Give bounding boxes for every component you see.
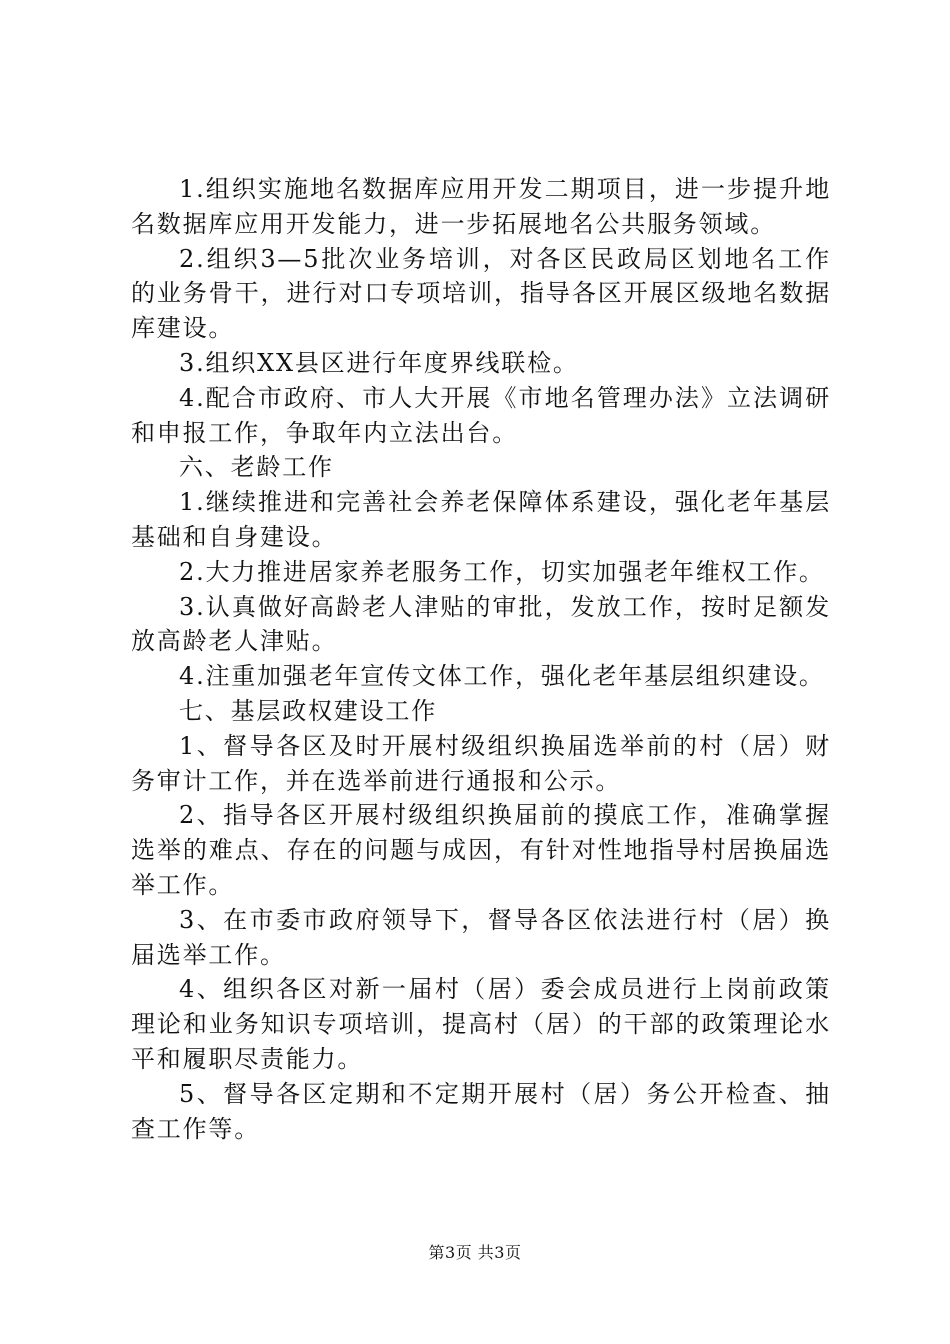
paragraph-grassroots-3: 3、在市委市政府领导下，督导各区依法进行村（居）换届选举工作。 <box>131 905 831 969</box>
paragraph-place-name-1: 1.组织实施地名数据库应用开发二期项目，进一步提升地名数据库应用开发能力，进一步拓展地名公共服务领域。 <box>131 175 831 238</box>
paragraph-elderly-2: 2.大力推进居家养老服务工作，切实加强老年维权工作。 <box>179 557 825 586</box>
paragraph-elderly-1: 1.继续推进和完善社会养老保障体系建设，强化老年基层基础和自身建设。 <box>131 488 831 551</box>
paragraph-elderly-3: 3.认真做好高龄老人津贴的审批，发放工作，按时足额发放高龄老人津贴。 <box>131 592 831 656</box>
section-heading-grassroots: 七、基层政权建设工作 <box>179 696 437 725</box>
section-heading-elderly: 六、老龄工作 <box>179 453 334 482</box>
paragraph-place-name-2: 2.组织3—5批次业务培训，对各区民政局区划地名工作的业务骨干，进行对口专项培训，指导各区开展区级地名数据库建设。 <box>131 244 831 343</box>
paragraph-elderly-4: 4.注重加强老年宣传文体工作，强化老年基层组织建设。 <box>179 662 825 691</box>
paragraph-place-name-4: 4.配合市政府、市人大开展《市地名管理办法》立法调研和申报工作，争取年内立法出台。 <box>131 383 831 447</box>
paragraph-grassroots-5: 5、督导各区定期和不定期开展村（居）务公开检查、抽查工作等。 <box>131 1079 831 1143</box>
paragraph-grassroots-2: 2、指导各区开展村级组织换届前的摸底工作，准确掌握选举的难点、存在的问题与成因，有针对性地指导村居换届选举工作。 <box>131 801 831 899</box>
paragraph-grassroots-4: 4、组织各区对新一届村（居）委会成员进行上岗前政策理论和业务知识专项培训，提高村（居）的干部的政策理论水平和履职尽责能力。 <box>131 975 831 1073</box>
paragraph-grassroots-1: 1、督导各区及时开展村级组织换届选举前的村（居）财务审计工作，并在选举前进行通报和公示。 <box>131 731 831 795</box>
page-footer: 第3页 共3页 <box>428 1243 522 1262</box>
paragraph-place-name-3: 3.组织XX县区进行年度界线联检。 <box>179 348 579 377</box>
document-body <box>131 172 831 1146</box>
